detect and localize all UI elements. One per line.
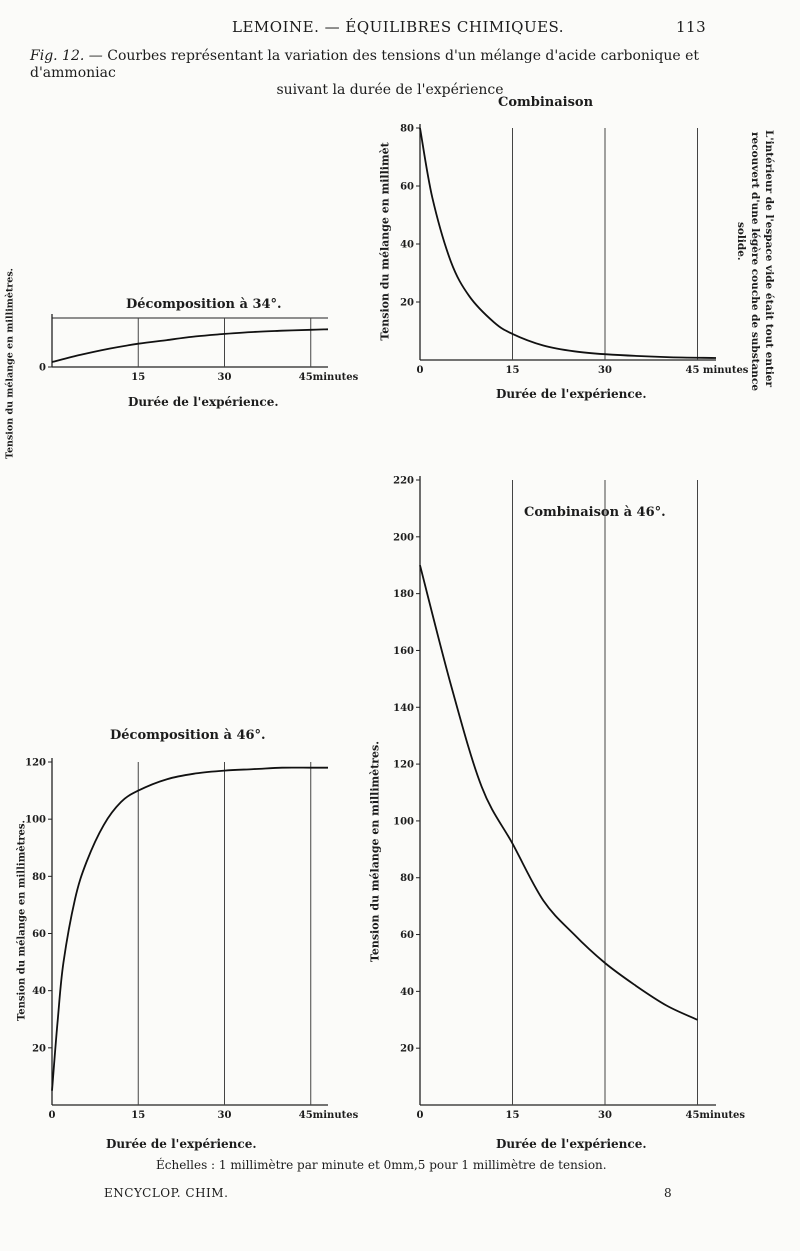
footer-left: ENCYCLOP. CHIM. [104, 1186, 229, 1200]
y-tick-label: 80 [32, 871, 46, 883]
figure-label: Fig. 12. — [30, 48, 103, 64]
page-number: 113 [676, 18, 707, 36]
y-tick-label: 60 [400, 181, 414, 193]
y-tick-label: 100 [393, 816, 414, 828]
y-tick-label: 60 [32, 929, 46, 940]
x-tick-label: 30 [217, 372, 232, 383]
y-tick-label: 220 [393, 475, 414, 487]
y-tick-label: 80 [400, 873, 414, 885]
scale-note: Échelles : 1 millimètre par minute et 0mm,5 pour 1 millimètre de tension. [156, 1158, 607, 1172]
y-tick-label: 100 [25, 814, 46, 826]
y-tick-label: 200 [393, 532, 414, 544]
x-title-decomposition-34: Durée de l'expérience. [128, 395, 279, 409]
x-tick-label: 15 [131, 372, 146, 383]
y-title-decomposition-34: Tension du mélange en millimètres. [4, 268, 16, 459]
running-title: LEMOINE. — ÉQUILIBRES CHIMIQUES. [232, 18, 565, 36]
x-tick-label: 45minutes [685, 1110, 745, 1121]
x-tick-label: 45minutes [298, 372, 359, 383]
x-tick-label: 0 [48, 1110, 56, 1121]
chart-title-combinaison: Combinaison [498, 95, 594, 110]
y-tick-label: 60 [400, 930, 414, 942]
series-line-1 [52, 329, 328, 362]
x-title-combinaison: Durée de l'expérience. [496, 387, 647, 401]
y-tick-label: 40 [32, 986, 46, 998]
y-tick-label: 120 [25, 757, 46, 769]
x-tick-label: 30 [598, 365, 612, 376]
y-title-decomposition-46: Tension du mélange en millimètres. [16, 819, 28, 1022]
x-tick-label: 15 [505, 365, 520, 376]
x-tick-label: 45 minutes [685, 365, 749, 376]
y-tick-label: 0 [39, 362, 46, 374]
y-tick-label: 20 [400, 297, 414, 309]
series-line-3 [52, 768, 328, 1091]
y-tick-label: 20 [400, 1043, 414, 1055]
y-tick-label: 180 [393, 589, 414, 601]
x-tick-label: 30 [598, 1110, 612, 1121]
y-tick-label: 120 [393, 759, 414, 771]
x-tick-label: 30 [217, 1110, 232, 1121]
side-note-line-1: L'intérieur de l'espace vide était tout entier [763, 130, 775, 388]
caption-line-2: suivant la durée de l'expérience [276, 82, 504, 98]
y-tick-label: 140 [393, 702, 414, 714]
y-tick-label: 80 [400, 123, 414, 135]
series-line-2 [420, 565, 698, 1020]
chart-title-decomposition-34: Décomposition à 34°. [126, 297, 282, 312]
x-tick-label: 15 [505, 1110, 520, 1121]
side-note-line-2: recouvert d'une légère couche de substance [749, 132, 761, 392]
footer-right: 8 [664, 1186, 672, 1200]
chart-title-combinaison-46: Combinaison à 46°. [524, 505, 666, 520]
y-tick-label: 40 [400, 986, 414, 998]
x-tick-label: 15 [131, 1110, 146, 1121]
chart-title-decomposition-46: Décomposition à 46°. [110, 728, 266, 743]
x-tick-label: 0 [416, 1110, 424, 1121]
caption-line-1: Courbes représentant la variation des tensions d'un mélange d'acide carbonique et d'ammoniac [30, 48, 699, 81]
x-title-decomposition-46: Durée de l'expérience. [106, 1137, 257, 1151]
y-tick-label: 40 [400, 239, 414, 251]
y-tick-label: 160 [393, 645, 414, 657]
y-title-combinaison: Tension du mélange en millimèt [378, 142, 392, 341]
y-tick-label: 20 [32, 1043, 46, 1055]
series-line-0 [420, 128, 716, 358]
x-title-combinaison-46: Durée de l'expérience. [496, 1137, 647, 1151]
y-title-combinaison-46: Tension du mélange en millimètres. [368, 740, 382, 963]
x-tick-label: 0 [416, 365, 424, 376]
x-tick-label: 45minutes [298, 1110, 359, 1121]
side-note-line-3: solide. [735, 222, 747, 261]
